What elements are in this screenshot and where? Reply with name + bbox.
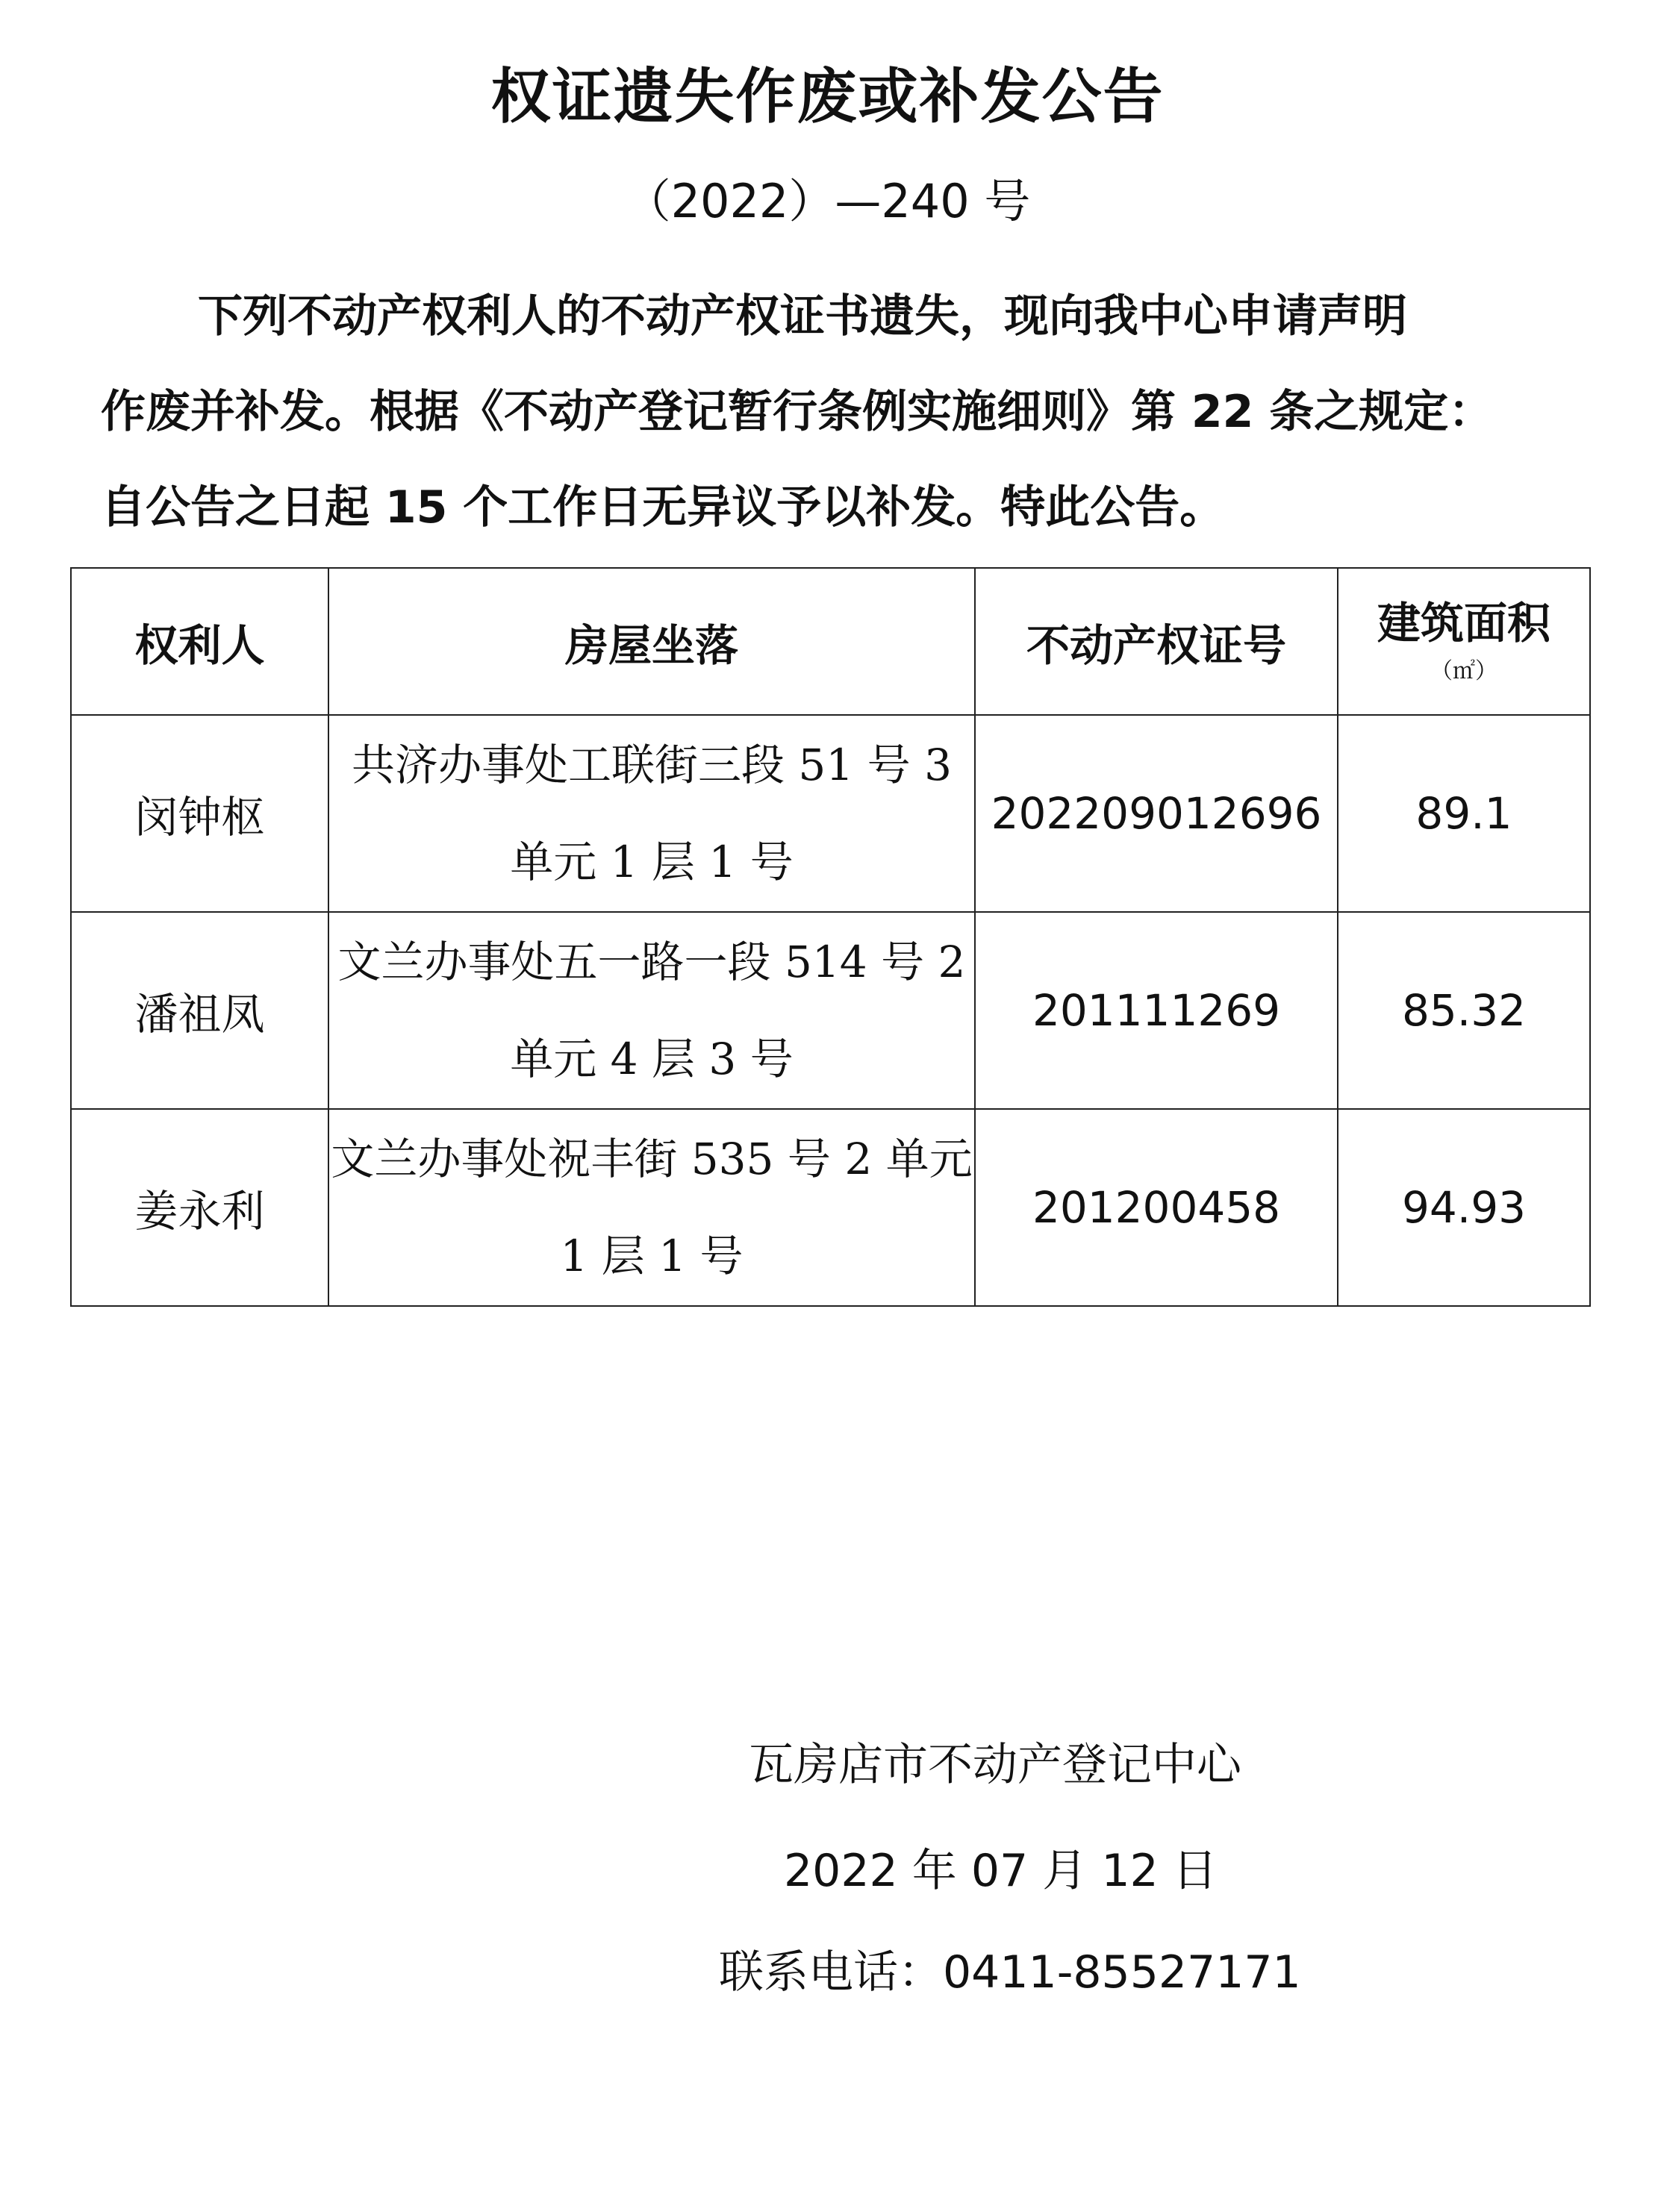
intro-line-3: 自公告之日起 15 个工作日无异议予以补发。特此公告。 [101,481,1225,534]
records-table [70,567,1591,1307]
header-location: 房屋坐落 [328,568,975,715]
header-area-unit: （㎡） [1430,657,1497,684]
document-number: （2022）—240 号 [624,174,1031,228]
issuing-organization: 瓦房店市不动产登记中心 [749,1739,1241,1791]
cell-location: 文兰办事处祝丰街 535 号 2 单元 1 层 1 号 [328,1109,975,1306]
cell-area: 85.32 [1338,912,1590,1109]
issue-date: 2022 年 07 月 12 日 [784,1845,1218,1897]
table-row [71,1109,1590,1306]
cell-location: 文兰办事处五一路一段 514 号 2 单元 4 层 3 号 [328,912,975,1109]
cell-location: 共济办事处工联街三段 51 号 3 单元 1 层 1 号 [328,715,975,912]
cell-area: 89.1 [1338,715,1590,912]
intro-paragraph [101,269,1586,555]
header-area-label: 建筑面积 [1377,597,1550,649]
notice-title: 权证遗失作废或补发公告 [490,62,1165,131]
intro-line-1: 下列不动产权利人的不动产权证书遗失，现向我中心申请声明 [198,290,1407,343]
cell-holder: 潘祖凤 [71,912,328,1109]
table-row [71,715,1590,912]
intro-line-2: 作废并补发。根据《不动产登记暂行条例实施细则》第 22 条之规定： [101,386,1494,438]
cell-cert: 202209012696 [975,715,1338,912]
header-holder: 权利人 [71,568,328,715]
cell-area: 94.93 [1338,1109,1590,1306]
table-header-row [71,568,1590,715]
cell-cert: 201200458 [975,1109,1338,1306]
cell-cert: 201111269 [975,912,1338,1109]
table-row [71,912,1590,1109]
header-cert: 不动产权证号 [975,568,1338,715]
cell-holder: 闵钟枢 [71,715,328,912]
cell-holder: 姜永利 [71,1109,328,1306]
header-area [1338,568,1590,715]
contact-phone: 联系电话：0411-85527171 [719,1946,1301,1999]
